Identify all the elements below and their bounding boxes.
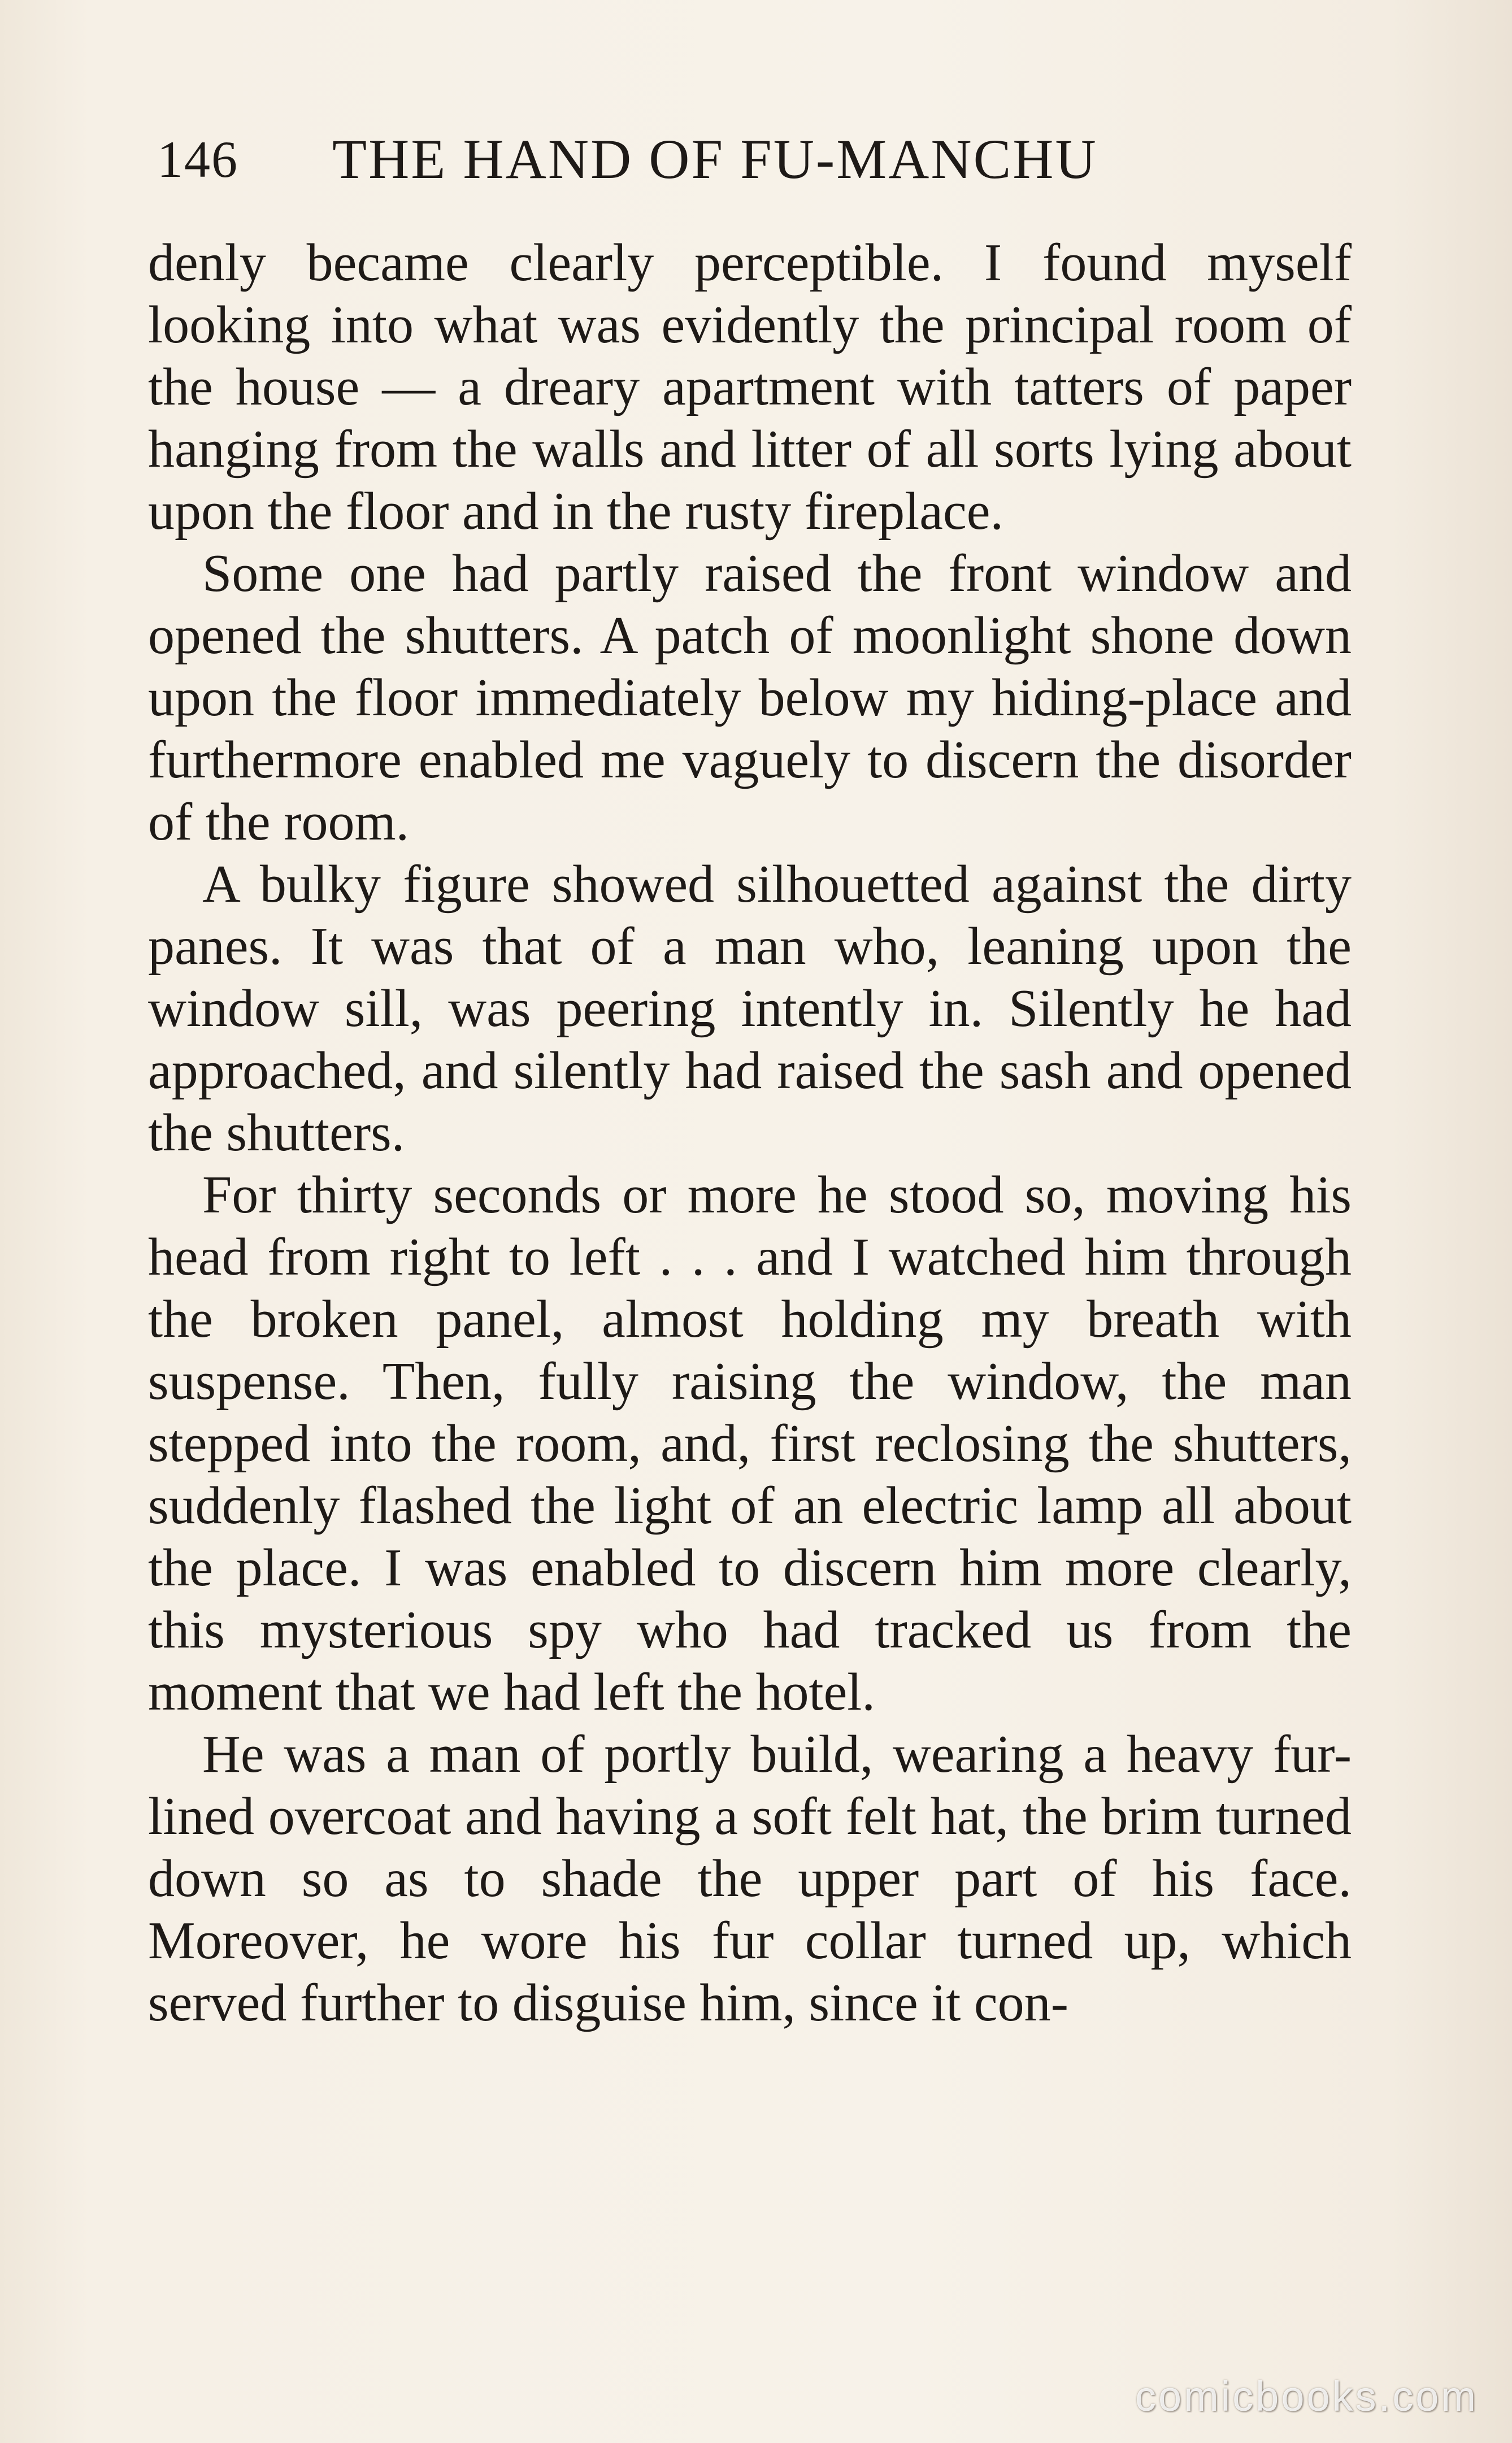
body-text [148,232,1352,2034]
paragraph: He was a man of portly build, wearing a heavy fur-lined overcoat and having a soft felt hat, the brim turned down so as to shade the upper part of his face. Moreover, he wore his fur collar turned up, which served further to disguise him, since it con- [148,1725,1352,2032]
paragraph: Some one had partly raised the front window and opened the shutters. A patch of moonlight shone down upon the floor immediately below my hiding-place and furthermore enabled me vaguely to discern the disorder of the room. [148,544,1352,851]
running-title: THE HAND OF FU-MANCHU [332,128,1098,190]
page-number: 146 [157,131,238,188]
paragraph: A bulky figure showed silhouetted against the dirty panes. It was that of a man who, leaning upon the window sill, was peering intently in. Silently he had approached, and silently had raised the sash and opened the shutters. [148,855,1352,1162]
watermark: comicbooks.com [1135,2373,1478,2420]
paragraph-continued: denly became clearly perceptible. I found myself looking into what was evidently the principal room of the house — a dreary apartment with tatters of paper hanging from the walls and litter of all sorts lying about upon the floor and in the rusty fireplace. [148,233,1352,541]
page-header [157,125,1191,193]
paragraph: For thirty seconds or more he stood so, moving his head from right to left . . . and I watched him through the broken panel, almost holding my breath with suspense. Then, fully raising the window, the man stepped into the room, and, first reclosing the shutters, suddenly flashed the light of an electric lamp all about the place. I was enabled to discern him more clearly, this mysterious spy who had tracked us from the moment that we had left the hotel. [148,1166,1352,1722]
